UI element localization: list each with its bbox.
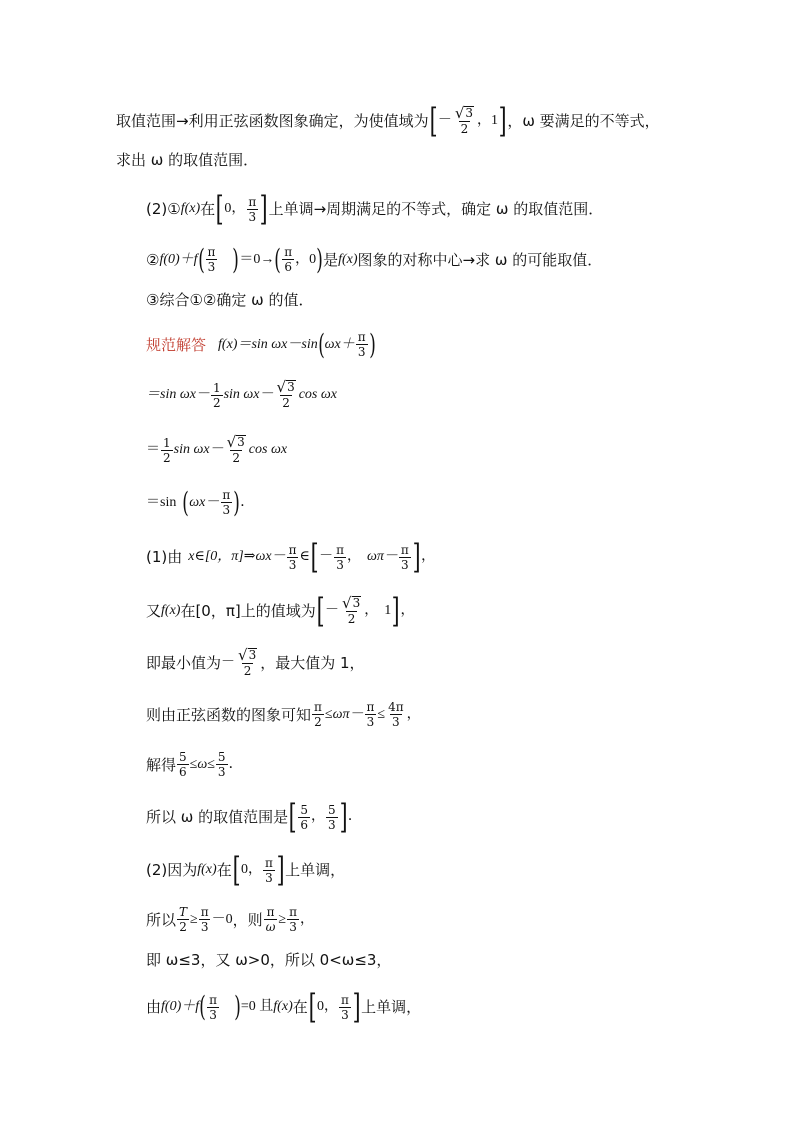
text-line-12: 即最小值为 － √ 3 2 ，最大值为 1， [146, 646, 365, 678]
text-line-14: 解得 $\frac{5}{6}$ ≤ω≤ $\frac{5}{3}$ ． [146, 750, 243, 779]
text-line-3: (2)① f(x) 在 [ 0， $\frac{\pi}{3}$ ] 上单调→周期满足的不等式，确定 ω 的取值范围． [146, 189, 604, 229]
solution-label: 规范解答 [146, 335, 207, 354]
text-line-7: ＝sin ωx－ $\frac{1}{2}$ sin ωx－ √ 3 2 cos ωx [146, 378, 337, 410]
text-line-13: 则由正弦函数的图象可知 $\frac{\pi}{2}$ ≤ωπ－ $\frac{\pi}{3}$ ≤ $\frac{4\pi}{3}$ ， [146, 700, 421, 729]
fraction-pi-over-3: $\frac{\pi}{3}$ [248, 194, 257, 224]
text-line-6: 规范解答 f(x)＝sin ωx－sin ( ωx＋ $\frac{\pi}{3}$ ) [146, 327, 376, 361]
text-line-10: (1)由 x∈[0，π]⇒ωx－ $\frac{\pi}{3}$ ∈ [ － $\frac{\pi}{3}$ ， ωπ－ $\frac{\pi}{3}$ ] ， [146, 537, 436, 577]
bracket-left: [ [429, 101, 438, 141]
text-line-15: 所以 ω 的取值范围是 [ $\frac{5}{6}$ ， $\frac{5}{3}$ ] ． [146, 797, 362, 837]
math-one: 1 [491, 113, 499, 128]
text-line-1: 取值范围→利用正弦函数图象确定，为使值域为 [ － √ 3 2 ， 1 ] ，ω 要满足的不等式， [116, 101, 660, 141]
text-line-19: 由 f(0)＋f ( $\frac{\pi}{3}$ ) =0 且 f(x) 在 [ 0， $\frac{\pi}{3}$ ] 上单调， [146, 987, 422, 1027]
text-line-4: ② f(0)＋f ( $\frac{\pi}{3}$ ) ＝0→ ( $\frac{\pi}{6}$ ， 0 ) 是 f(x) 图象的对称中心→求 ω 的可能取值． [146, 242, 603, 276]
text-line-2: 求出 ω 的取值范围． [116, 151, 259, 169]
text-segment: ，ω 要满足的不等式， [507, 112, 660, 130]
text-line-8: ＝ $\frac{1}{2}$ sin ωx－ √ 3 2 cos ωx [146, 433, 288, 465]
text-line-11: 又 f(x) 在[0，π]上的值域为 [ － √ 3 2 ， 1 ] ， [146, 591, 415, 631]
text-line-5: ③综合①②确定 ω 的值． [146, 291, 314, 309]
text-line-16: (2)因为 f(x) 在 [ 0， $\frac{\pi}{3}$ ] 上单调， [146, 850, 346, 890]
text-segment: 取值范围→利用正弦函数图象确定，为使值域为 [116, 112, 429, 130]
math-minus: － [437, 113, 452, 128]
text-line-9: ＝sin ( ωx－ $\frac{\pi}{3}$ ) ． [146, 485, 255, 519]
text-line-17: 所以 $\frac{T}{2}$ ≥ $\frac{\pi}{3}$ －0 ，则 $\frac{\pi}{\omega}$ ≥ $\frac{\pi}{3}$ ， [146, 905, 314, 934]
bracket-right: ] [498, 101, 507, 141]
fraction-neg-sqrt3-over-2: √ 3 2 [454, 104, 474, 136]
text-line-18: 即 ω≤3，又 ω>0，所以 0<ω≤3， [146, 951, 392, 969]
